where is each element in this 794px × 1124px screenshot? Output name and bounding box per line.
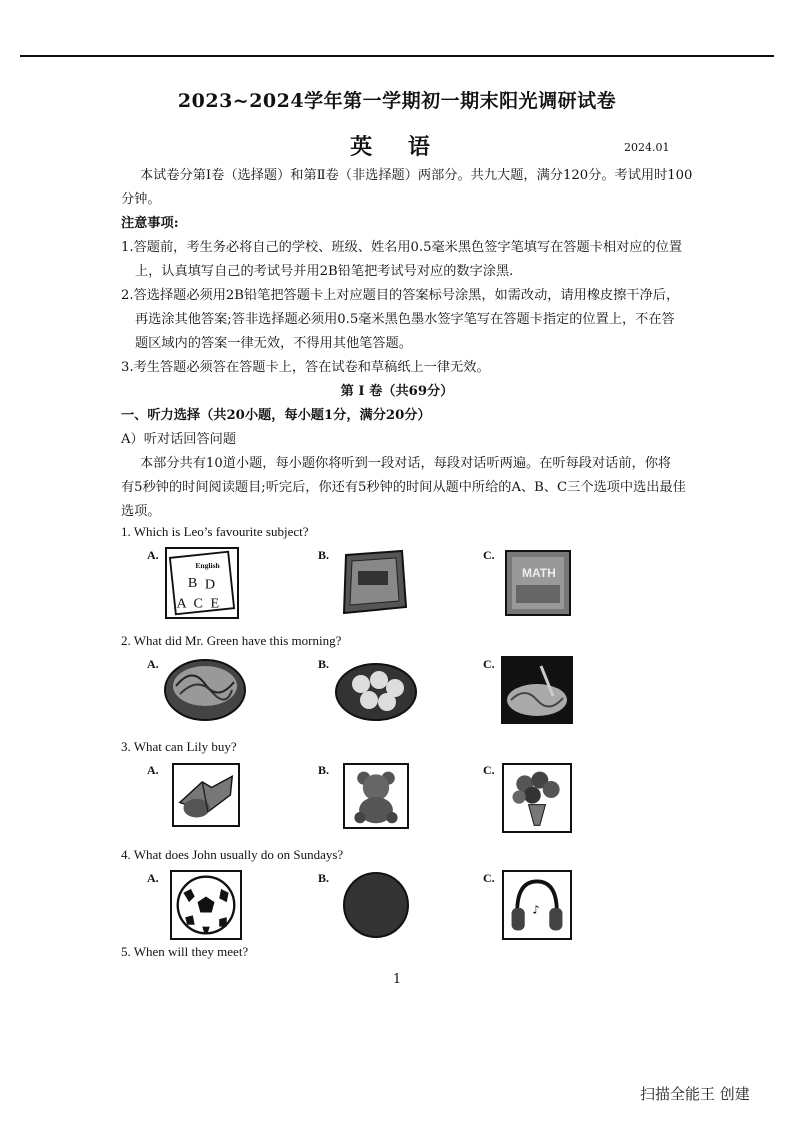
pic-word-english: English xyxy=(195,560,220,570)
q1-option-a-label: A. xyxy=(147,548,159,562)
question-5: 5. When will they meet? xyxy=(121,944,249,959)
q3-option-b-label: B. xyxy=(318,763,330,777)
q2-option-c-label: C. xyxy=(483,657,495,671)
textbook-picture xyxy=(336,547,410,619)
section-1-heading: 一、听力选择（共20小题，每小题1分，满分20分） xyxy=(121,408,431,423)
q4-option-a-label: A. xyxy=(147,871,159,885)
note-1-line-2: 上，认真填写自己的考试号并用2B铅笔把考试号对应的数字涂黑. xyxy=(135,264,514,279)
q3-option-a-label: A. xyxy=(147,763,159,777)
scanner-watermark: 扫描全能王 创建 xyxy=(640,1085,750,1103)
pic-letter-b: B xyxy=(187,574,198,591)
teddy-bear-picture xyxy=(343,763,409,829)
notes-heading: 注意事项: xyxy=(121,216,179,231)
q2-option-a-label: A. xyxy=(147,657,159,671)
question-1: 1. Which is Leo’s favourite subject? xyxy=(121,524,309,539)
spaghetti-picture xyxy=(501,656,573,724)
math-book-picture xyxy=(502,547,574,619)
q3-option-c-label: C. xyxy=(483,763,495,777)
q4-option-b-label: B. xyxy=(318,871,330,885)
instruction-line-1: 本部分共有10道小题，每小题你将听到一段对话，每段对话听两遍。在听每段对话前，你将 xyxy=(140,456,672,471)
english-book-picture xyxy=(165,547,239,619)
q2-option-b-label: B. xyxy=(318,657,330,671)
pic-letter-d: D xyxy=(204,576,216,593)
note-2-line-3: 题区域内的答案一律无效，不得用其他笔答题。 xyxy=(135,336,412,351)
pic-letter-c: C xyxy=(193,595,203,612)
note-3: 3.考生答题必须答在答题卡上，答在试卷和草稿纸上一律无效。 xyxy=(121,360,490,375)
exam-title: 2023~2024学年第一学期初一期末阳光调研试卷 xyxy=(177,90,617,112)
note-2-line-1: 2.答选择题必须用2B铅笔把答题卡上对应题目的答案标号涂黑，如需改动，请用橡皮擦干净后， xyxy=(121,288,680,303)
pic-letter-e: E xyxy=(210,595,220,612)
svg-text:♪: ♪ xyxy=(532,903,540,917)
gift-picture xyxy=(172,763,240,827)
instruction-line-3: 选项。 xyxy=(121,504,161,519)
dumplings-picture xyxy=(333,656,419,724)
note-2-line-2: 再选涂其他答案;答非选择题必须用0.5毫米黑色墨水签字笔写在答题卡指定的位置上，不在答 xyxy=(135,312,675,327)
question-2: 2. What did Mr. Green have this morning? xyxy=(121,633,342,648)
question-4: 4. What does John usually do on Sundays? xyxy=(121,847,344,862)
part-1-heading: 第 I 卷（共69分） xyxy=(340,384,454,399)
basketball-picture xyxy=(341,870,411,940)
noodles-bowl-picture xyxy=(162,656,248,724)
pic-letter-a: A xyxy=(176,595,187,612)
instruction-line-2: 有5秒钟的时间阅读题目;听完后，你还有5秒钟的时间从题中所给的A、B、C三个选项中选出最佳 xyxy=(121,480,686,495)
intro-line-2: 分钟。 xyxy=(121,192,161,207)
question-3: 3. What can Lily buy? xyxy=(121,739,237,754)
intro-line-1: 本试卷分第Ⅰ卷（选择题）和第Ⅱ卷（非选择题）两部分。共九大题，满分120分。考试用时100 xyxy=(140,168,693,183)
headphones-picture xyxy=(502,870,572,940)
page-number: 1 xyxy=(392,972,402,987)
q1-option-b-label: B. xyxy=(318,548,330,562)
subject-title: 英 语 xyxy=(350,134,444,160)
flowers-picture xyxy=(502,763,572,833)
section-a-heading: A）听对话回答问题 xyxy=(121,432,237,447)
pic-word-math: MATH xyxy=(522,566,556,580)
note-1-line-1: 1.答题前，考生务必将自己的学校、班级、姓名用0.5毫米黑色签字笔填写在答题卡相对应的位置 xyxy=(121,240,683,255)
q4-option-c-label: C. xyxy=(483,871,495,885)
q1-option-c-label: C. xyxy=(483,548,495,562)
exam-date: 2024.01 xyxy=(624,141,670,154)
top-rule xyxy=(20,55,774,57)
football-picture xyxy=(170,870,242,940)
